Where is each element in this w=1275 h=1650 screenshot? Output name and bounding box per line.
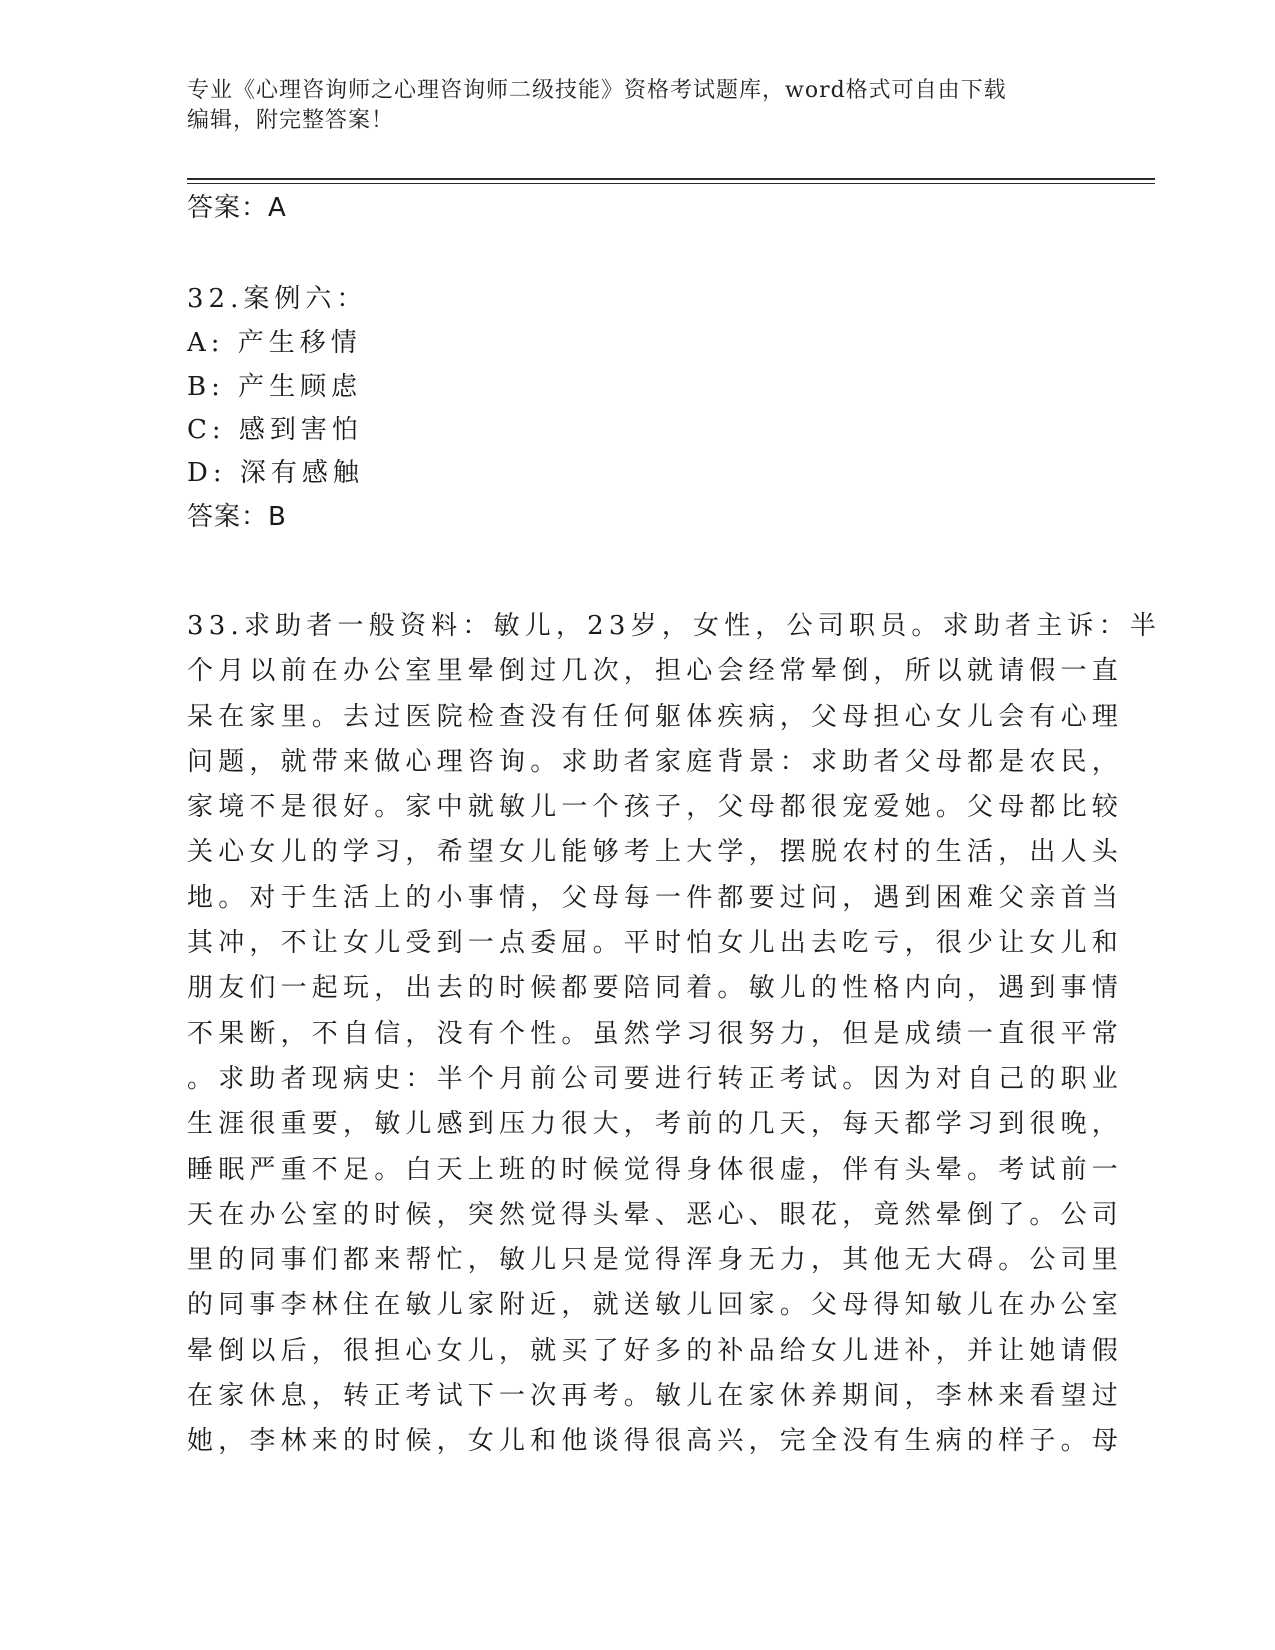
question-33-line: 的同事李林住在敏儿家附近，就送敏儿回家。父母得知敏儿在办公室 bbox=[187, 1290, 1124, 1321]
question-33-line: 晕倒以后，很担心女儿，就买了好多的补品给女儿进补，并让她请假 bbox=[187, 1335, 1124, 1366]
header-line-2: 编辑，附完整答案！ bbox=[187, 108, 395, 133]
question-33-line: 不果断，不自信，没有个性。虽然学习很努力，但是成绩一直很平常 bbox=[187, 1018, 1124, 1049]
question-33-line: 33.求助者一般资料：敏儿，23岁，女性，公司职员。求助者主诉：半 bbox=[187, 611, 1162, 641]
question-32-option-c: C: 感到害怕 bbox=[187, 415, 363, 445]
question-33-line: 个月以前在办公室里晕倒过几次，担心会经常晕倒，所以就请假一直 bbox=[187, 656, 1124, 687]
question-33-line: 朋友们一起玩，出去的时候都要陪同着。敏儿的性格内向，遇到事情 bbox=[187, 973, 1124, 1004]
question-32-option-d: D: 深有感触 bbox=[187, 458, 364, 488]
question-33-line: 地。对于生活上的小事情，父母每一件都要过问，遇到困难父亲首当 bbox=[187, 882, 1124, 913]
header-line-1: 专业《心理咨询师之心理咨询师二级技能》资格考试题库，word格式可自由下载 bbox=[187, 78, 1007, 103]
question-33-line: 她，李林来的时候，女儿和他谈得很高兴，完全没有生病的样子。母 bbox=[187, 1426, 1124, 1457]
question-33-line: 。求助者现病史：半个月前公司要进行转正考试。因为对自己的职业 bbox=[187, 1063, 1124, 1094]
question-33-line: 呆在家里。去过医院检查没有任何躯体疾病，父母担心女儿会有心理 bbox=[187, 701, 1124, 732]
question-33-line: 天在办公室的时候，突然觉得头晕、恶心、眼花，竟然晕倒了。公司 bbox=[187, 1199, 1124, 1230]
document-header bbox=[187, 76, 1067, 136]
question-32-answer: 答案：B bbox=[187, 502, 287, 532]
question-33-line: 其冲，不让女儿受到一点委屈。平时怕女儿出去吃亏，很少让女儿和 bbox=[187, 928, 1124, 959]
question-32-option-b: B: 产生顾虑 bbox=[187, 372, 363, 402]
question-33-line: 关心女儿的学习，希望女儿能够考上大学，摆脱农村的生活，出人头 bbox=[187, 837, 1124, 868]
question-32-option-a: A: 产生移情 bbox=[187, 328, 362, 358]
question-32-title: 32.案例六： bbox=[187, 284, 368, 314]
question-33-line: 家境不是很好。家中就敏儿一个孩子，父母都很宠爱她。父母都比较 bbox=[187, 792, 1124, 823]
question-33-line: 问题，就带来做心理咨询。求助者家庭背景：求助者父母都是农民， bbox=[187, 746, 1124, 777]
question-33-line: 在家休息，转正考试下一次再考。敏儿在家休养期间，李林来看望过 bbox=[187, 1381, 1124, 1412]
question-33-line: 生涯很重要，敏儿感到压力很大，考前的几天，每天都学习到很晚， bbox=[187, 1109, 1124, 1140]
question-33-line: 里的同事们都来帮忙，敏儿只是觉得浑身无力，其他无大碍。公司里 bbox=[187, 1245, 1124, 1276]
question-33-text bbox=[187, 604, 1162, 1465]
header-divider-thin bbox=[187, 183, 1155, 184]
previous-answer: 答案：A bbox=[187, 193, 287, 223]
question-33-line: 睡眠严重不足。白天上班的时候觉得身体很虚，伴有头晕。考试前一 bbox=[187, 1154, 1124, 1185]
header-divider-thick bbox=[187, 178, 1155, 180]
